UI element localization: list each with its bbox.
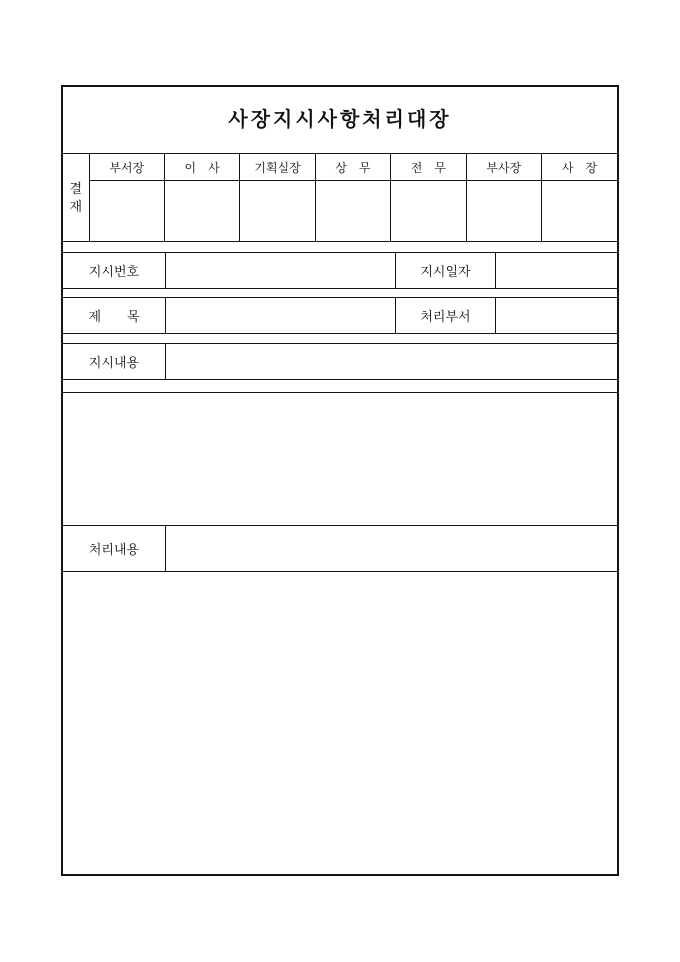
approval-sign-cell-executive-director[interactable] [391,181,466,242]
directive-content-row [63,343,617,380]
approval-sign-cell-vice-president[interactable] [466,181,541,242]
handling-content-field[interactable] [166,526,617,571]
approval-vertical-label [63,182,89,213]
approval-sign-cell-president[interactable] [542,181,617,242]
directive-date-field[interactable] [496,253,617,288]
subject-label: 제 목 [63,298,166,333]
subject-row [63,297,617,334]
approval-label-char-2: 재 [69,199,83,214]
handling-content-label: 처리내용 [63,526,166,571]
form-title: 사장지시사항처리대장 [228,109,452,131]
directive-date-label: 지시일자 [396,253,496,288]
directive-number-row [63,252,617,289]
approval-sign-cell-planning-chief[interactable] [240,181,315,242]
form-border-box [61,85,619,876]
approval-header-executive-director: 전 무 [391,154,466,181]
directive-content-label: 지시내용 [63,344,166,379]
approval-header-director: 이 사 [164,154,239,181]
approval-header-dept-head: 부서장 [89,154,164,181]
approval-header-vice-president: 부사장 [466,154,541,181]
approval-header-managing-director: 상 무 [315,154,390,181]
approval-header-planning-chief: 기획실장 [240,154,315,181]
approval-section-label-cell [63,154,89,242]
directive-number-field[interactable] [166,253,396,288]
approval-header-president: 사 장 [542,154,617,181]
approval-sign-cell-director[interactable] [164,181,239,242]
subject-field[interactable] [166,298,396,333]
directive-content-area[interactable] [63,392,617,525]
handling-content-area[interactable] [63,572,617,874]
approval-sign-cell-managing-director[interactable] [315,181,390,242]
handling-dept-field[interactable] [496,298,617,333]
handling-dept-label: 처리부서 [396,298,496,333]
handling-content-row [63,525,617,572]
directive-number-label: 지시번호 [63,253,166,288]
directive-content-field[interactable] [166,344,617,379]
approval-sign-cell-dept-head[interactable] [89,181,164,242]
approval-table [63,153,617,242]
approval-label-char-1: 결 [69,181,83,196]
